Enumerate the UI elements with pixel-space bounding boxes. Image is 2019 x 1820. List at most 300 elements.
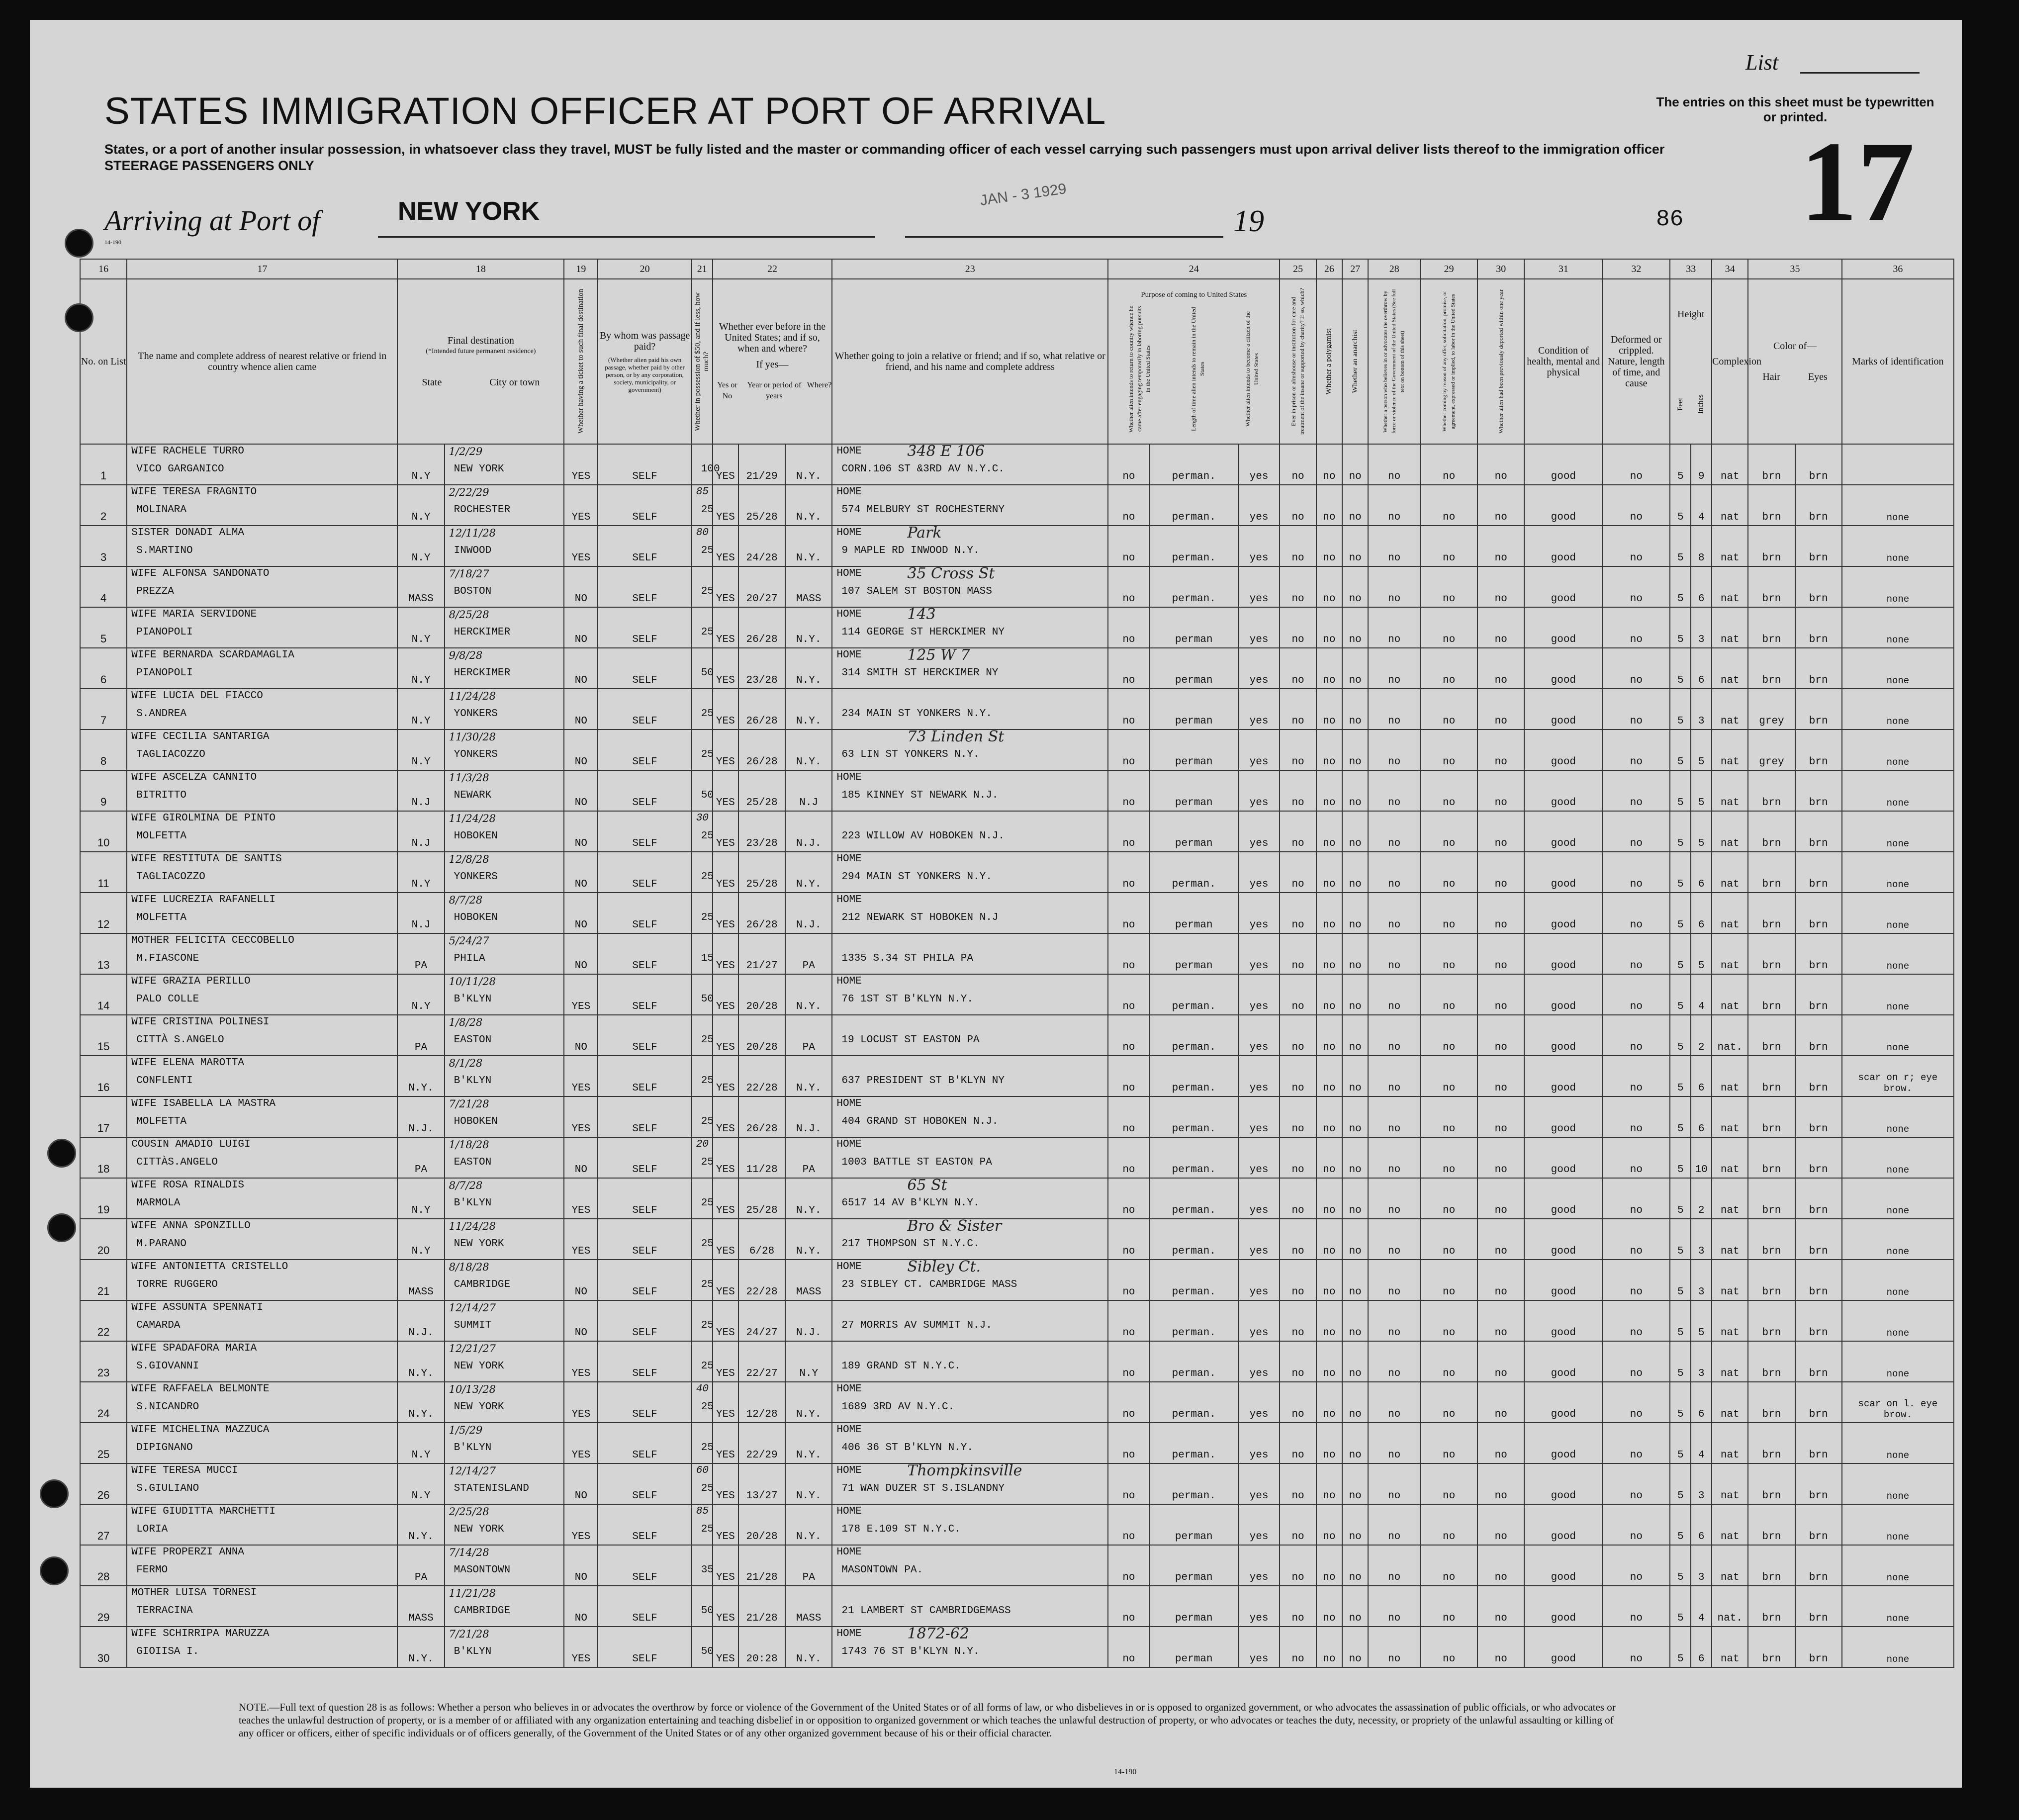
- q29-answer: no: [1420, 933, 1477, 974]
- destination-city-line1: 8/7/28: [449, 894, 483, 906]
- complexion: nat: [1712, 852, 1748, 893]
- purpose-return: no: [1108, 770, 1150, 811]
- purpose-length: perman: [1150, 893, 1238, 933]
- money-amount: [692, 974, 713, 1015]
- join-relative-address-line2: 107 SALEM ST BOSTON MASS: [841, 586, 992, 597]
- money-amount: [692, 648, 713, 689]
- prison-answer: no: [1280, 1137, 1316, 1178]
- height-inches: 9: [1691, 444, 1712, 485]
- complexion: nat: [1712, 607, 1748, 648]
- passage-paid-by: SELF: [598, 811, 691, 852]
- height-inches: 5: [1691, 729, 1712, 770]
- money-amount: [692, 933, 713, 974]
- list-underline: [1800, 72, 1920, 74]
- purpose-citizen: yes: [1238, 1545, 1280, 1586]
- height-feet: 5: [1670, 689, 1691, 729]
- header-polygamist-text: Whether a polygamist: [1325, 328, 1333, 395]
- ticket-status: YES: [564, 1178, 598, 1219]
- relative-name-address-line2: DIPIGNANO: [136, 1442, 193, 1454]
- complexion: nat.: [1712, 1015, 1748, 1056]
- hair-color: brn: [1748, 1056, 1795, 1096]
- column-number: 23: [832, 259, 1108, 279]
- q30-answer: no: [1477, 729, 1524, 770]
- relative-name-address: [127, 1423, 397, 1463]
- health-condition: good: [1524, 1260, 1602, 1300]
- identification-marks: none: [1842, 1300, 1954, 1341]
- identification-marks: [1842, 444, 1954, 485]
- table-row: [80, 893, 1954, 933]
- anarchist-answer: no: [1342, 1463, 1368, 1504]
- before-where: N.J.: [785, 811, 832, 852]
- before-where: N.Y.: [785, 485, 832, 526]
- purpose-length: perman.: [1150, 1300, 1238, 1341]
- join-relative-address-line1: HOME: [836, 649, 862, 661]
- prison-answer: no: [1280, 1260, 1316, 1300]
- header-relative: The name and complete address of nearest relative or friend in country whence alien came: [127, 279, 397, 444]
- height-inches: 3: [1691, 1545, 1712, 1586]
- q30-answer: no: [1477, 1627, 1524, 1667]
- destination-city-line2: BOSTON: [454, 586, 492, 597]
- header-money-text: Whether in possession of $50, and if less, how much?: [693, 292, 710, 431]
- height-feet: 5: [1670, 1219, 1691, 1260]
- destination-city-line1: 11/24/28: [449, 1220, 496, 1232]
- deformed-answer: no: [1602, 1545, 1670, 1586]
- relative-name-address-line2: PALO COLLE: [136, 994, 199, 1005]
- q29-answer: no: [1420, 1178, 1477, 1219]
- q30-answer: no: [1477, 1504, 1524, 1545]
- health-condition: good: [1524, 729, 1602, 770]
- destination-city-line1: 5/24/27: [449, 935, 489, 947]
- complexion: nat: [1712, 1463, 1748, 1504]
- q28-answer: no: [1368, 1382, 1420, 1423]
- destination-city: [445, 1056, 564, 1096]
- header-passage-sub: (Whether alien paid his own passage, whether paid by other person, or by any corporation, society, municipality, or government): [605, 356, 685, 393]
- anarchist-answer: no: [1342, 1219, 1368, 1260]
- relative-name-address: [127, 1178, 397, 1219]
- health-condition: good: [1524, 1300, 1602, 1341]
- relative-name-address-line1: WIFE RAFFAELA BELMONTE: [131, 1383, 270, 1395]
- q29-answer: no: [1420, 729, 1477, 770]
- destination-city-line1: 11/24/28: [449, 813, 496, 824]
- page-title: STATES IMMIGRATION OFFICER AT PORT OF ARRIVAL: [104, 90, 1106, 132]
- destination-city-line2: B'KLYN: [454, 1197, 492, 1209]
- relative-name-address: [127, 607, 397, 648]
- destination-state: PA: [397, 933, 444, 974]
- eye-color: brn: [1795, 526, 1842, 566]
- destination-city-line2: ROCHESTER: [454, 504, 511, 516]
- q28-answer: no: [1368, 1423, 1420, 1463]
- ticket-status: NO: [564, 811, 598, 852]
- column-number: 34: [1712, 259, 1748, 279]
- before-yes-no: YES: [713, 1545, 738, 1586]
- header-color-of: [1748, 279, 1841, 444]
- identification-marks: none: [1842, 1219, 1954, 1260]
- before-year: 13/27: [738, 1463, 785, 1504]
- footnote: NOTE.—Full text of question 28 is as follows: Whether a person who believes in or advocates the overthrow by force or violence of the Government of the United States or of all forms of law, or who disbelieves in or is opposed to organized government, or who advocates the assassination of public officials, or who advocates or teaches the unlawful destruction of property, or is a member of or affiliated with any organization entertaining and teaching disbelief in or opposition to organized government or which teaches the unlawful destruction of property, or who advocates or teaches the duty, necessity, or propriety of the unlawful assaulting or killing of any officer or officers, either of specific individuals or of officers generally, of the Government of the United States or of any other organized government because of his or their official character.: [239, 1701, 1616, 1739]
- header-state: State: [422, 377, 442, 388]
- purpose-citizen: yes: [1238, 526, 1280, 566]
- purpose-length: perman.: [1150, 566, 1238, 607]
- purpose-length: perman: [1150, 1545, 1238, 1586]
- row-number: 24: [80, 1382, 127, 1423]
- money-amount-line2: 25: [701, 627, 714, 638]
- header-q29: [1420, 279, 1477, 444]
- header-passage: [598, 279, 691, 444]
- purpose-length: perman.: [1150, 526, 1238, 566]
- join-relative-address-line2: CORN.106 ST &3RD AV N.Y.C.: [841, 463, 1005, 475]
- ticket-status: NO: [564, 1463, 598, 1504]
- row-number: 22: [80, 1300, 127, 1341]
- money-amount-line1: 40: [696, 1383, 709, 1395]
- height-inches: 6: [1691, 893, 1712, 933]
- header-inches: Inches: [1697, 394, 1705, 414]
- height-inches: 4: [1691, 974, 1712, 1015]
- q28-answer: no: [1368, 1463, 1420, 1504]
- join-relative-address: [832, 1056, 1108, 1096]
- header-instructions: States, or a port of another insular possession, in whatsoever class they travel, MUST be fully listed and the master or commanding officer of each vessel carrying such passengers must upon arrival deliver lists thereof to the immigration officer: [104, 142, 1665, 157]
- ticket-status: NO: [564, 689, 598, 729]
- row-number: 17: [80, 1096, 127, 1137]
- prison-answer: no: [1280, 444, 1316, 485]
- ticket-status: NO: [564, 1545, 598, 1586]
- destination-city-line1: 8/18/28: [449, 1261, 489, 1273]
- money-amount: [692, 893, 713, 933]
- relative-name-address-line1: WIFE SCHIRRIPA MARUZZA: [131, 1628, 270, 1639]
- destination-state: N.Y: [397, 974, 444, 1015]
- q28-answer: no: [1368, 933, 1420, 974]
- destination-state: MASS: [397, 1260, 444, 1300]
- destination-city: [445, 1423, 564, 1463]
- relative-name-address-line2: GIOIISA I.: [136, 1646, 199, 1657]
- header-eyes: Eyes: [1808, 371, 1828, 382]
- destination-state: N.Y: [397, 1423, 444, 1463]
- eye-color: brn: [1795, 566, 1842, 607]
- row-number: 5: [80, 607, 127, 648]
- header-feet: Feet: [1676, 398, 1685, 411]
- destination-city-line2: EASTON: [454, 1157, 492, 1168]
- purpose-length: perman: [1150, 689, 1238, 729]
- q30-answer: no: [1477, 770, 1524, 811]
- identification-marks: none: [1842, 566, 1954, 607]
- row-number: 23: [80, 1341, 127, 1382]
- q29-answer: no: [1420, 607, 1477, 648]
- join-relative-address-line2: 212 NEWARK ST HOBOKEN N.J: [841, 912, 999, 923]
- join-handwritten-note: 125 W 7: [907, 646, 970, 664]
- money-amount: [692, 607, 713, 648]
- before-where: N.J.: [785, 1300, 832, 1341]
- destination-state: N.Y: [397, 526, 444, 566]
- join-relative-address-line2: 223 WILLOW AV HOBOKEN N.J.: [841, 830, 1005, 842]
- identification-marks: none: [1842, 770, 1954, 811]
- hair-color: brn: [1748, 1382, 1795, 1423]
- height-feet: 5: [1670, 1627, 1691, 1667]
- ticket-status: NO: [564, 1137, 598, 1178]
- destination-city: [445, 1341, 564, 1382]
- polygamist-answer: no: [1316, 1096, 1342, 1137]
- join-relative-address-line2: 406 36 ST B'KLYN N.Y.: [841, 1442, 973, 1454]
- header-class: STEERAGE PASSENGERS ONLY: [104, 158, 314, 173]
- destination-city-line1: 11/3/28: [449, 772, 489, 784]
- complexion: nat: [1712, 1300, 1748, 1341]
- height-inches: 6: [1691, 648, 1712, 689]
- deformed-answer: no: [1602, 566, 1670, 607]
- join-relative-address: [832, 1341, 1108, 1382]
- eye-color: brn: [1795, 1545, 1842, 1586]
- join-relative-address: [832, 566, 1108, 607]
- join-relative-address-line1: HOME: [836, 486, 862, 498]
- q29-answer: no: [1420, 1586, 1477, 1627]
- purpose-length: perman: [1150, 1627, 1238, 1667]
- hair-color: brn: [1748, 648, 1795, 689]
- purpose-length: perman.: [1150, 1219, 1238, 1260]
- money-amount: [692, 1015, 713, 1056]
- q30-answer: no: [1477, 1096, 1524, 1137]
- manifest-table: [80, 259, 1954, 1668]
- column-number: 35: [1748, 259, 1841, 279]
- anarchist-answer: no: [1342, 1382, 1368, 1423]
- purpose-return: no: [1108, 1096, 1150, 1137]
- q30-answer: no: [1477, 689, 1524, 729]
- join-relative-address: [832, 893, 1108, 933]
- destination-state: N.Y: [397, 852, 444, 893]
- relative-name-address-line2: CAMARDA: [136, 1320, 181, 1331]
- q29-answer: no: [1420, 1627, 1477, 1667]
- height-inches: 5: [1691, 811, 1712, 852]
- height-inches: 6: [1691, 1504, 1712, 1545]
- q28-answer: no: [1368, 852, 1420, 893]
- purpose-citizen: yes: [1238, 1015, 1280, 1056]
- relative-name-address-line2: S.MARTINO: [136, 545, 193, 556]
- column-number: 25: [1280, 259, 1316, 279]
- join-relative-address: [832, 1504, 1108, 1545]
- polygamist-answer: no: [1316, 485, 1342, 526]
- q29-answer: no: [1420, 1015, 1477, 1056]
- header-before: [713, 279, 832, 444]
- q29-answer: no: [1420, 770, 1477, 811]
- relative-name-address-line1: WIFE ANTONIETTA CRISTELLO: [131, 1261, 288, 1273]
- table-row: [80, 811, 1954, 852]
- deformed-answer: no: [1602, 1341, 1670, 1382]
- deformed-answer: no: [1602, 1586, 1670, 1627]
- eye-color: brn: [1795, 1260, 1842, 1300]
- money-amount: [692, 1423, 713, 1463]
- identification-marks: none: [1842, 607, 1954, 648]
- complexion: nat: [1712, 974, 1748, 1015]
- complexion: nat: [1712, 893, 1748, 933]
- before-yes-no: YES: [713, 852, 738, 893]
- relative-name-address: [127, 933, 397, 974]
- ticket-status: NO: [564, 1300, 598, 1341]
- before-yes-no: YES: [713, 933, 738, 974]
- relative-name-address-line1: WIFE ALFONSA SANDONATO: [131, 568, 270, 579]
- passage-paid-by: SELF: [598, 1300, 691, 1341]
- join-relative-address: [832, 1382, 1108, 1423]
- complexion: nat: [1712, 1423, 1748, 1463]
- q29-answer: no: [1420, 1545, 1477, 1586]
- join-handwritten-note: Bro & Sister: [907, 1217, 1002, 1235]
- polygamist-answer: no: [1316, 933, 1342, 974]
- join-relative-address-line2: 21 LAMBERT ST CAMBRIDGEMASS: [841, 1605, 1011, 1617]
- money-amount: [692, 1300, 713, 1341]
- table-row: [80, 444, 1954, 485]
- before-year: 21/28: [738, 1545, 785, 1586]
- eye-color: brn: [1795, 648, 1842, 689]
- table-row: [80, 607, 1954, 648]
- relative-name-address-line2: MOLFETTA: [136, 912, 187, 923]
- relative-name-address-line2: TORRE RUGGERO: [136, 1279, 218, 1290]
- deformed-answer: no: [1602, 485, 1670, 526]
- money-amount-line2: 25: [701, 1442, 714, 1454]
- purpose-length: perman.: [1150, 1096, 1238, 1137]
- q28-answer: no: [1368, 1015, 1420, 1056]
- height-feet: 5: [1670, 607, 1691, 648]
- destination-state: MASS: [397, 1586, 444, 1627]
- purpose-citizen: yes: [1238, 1178, 1280, 1219]
- relative-name-address-line2: S.ANDREA: [136, 708, 187, 720]
- q30-answer: no: [1477, 1545, 1524, 1586]
- entries-note: The entries on this sheet must be typewritten or printed.: [1656, 94, 1934, 124]
- height-inches: 3: [1691, 1260, 1712, 1300]
- before-where: N.Y.: [785, 1382, 832, 1423]
- port-of-arrival: NEW YORK: [398, 197, 540, 226]
- money-amount-line2: 25: [701, 1401, 714, 1413]
- money-amount-line2: 25: [701, 545, 714, 556]
- purpose-citizen: yes: [1238, 444, 1280, 485]
- money-amount: [692, 1096, 713, 1137]
- money-amount-line2: 25: [701, 1483, 714, 1494]
- polygamist-answer: no: [1316, 1056, 1342, 1096]
- height-inches: 3: [1691, 1341, 1712, 1382]
- hair-color: brn: [1748, 933, 1795, 974]
- q28-answer: no: [1368, 1341, 1420, 1382]
- table-row: [80, 1382, 1954, 1423]
- destination-state: N.J.: [397, 1096, 444, 1137]
- height-inches: 2: [1691, 1015, 1712, 1056]
- height-inches: 6: [1691, 852, 1712, 893]
- header-prison: [1280, 279, 1316, 444]
- table-row: [80, 1096, 1954, 1137]
- destination-city-line1: 1/2/29: [449, 446, 483, 457]
- header-q29-text: Whether coming by reason of any offer, solicitation, promise, or agreement, expressed or implied, to labor in the United States: [1441, 291, 1456, 432]
- row-number: 9: [80, 770, 127, 811]
- eye-color: brn: [1795, 1015, 1842, 1056]
- money-amount-line1: 80: [696, 527, 709, 539]
- polygamist-answer: no: [1316, 974, 1342, 1015]
- purpose-return: no: [1108, 1627, 1150, 1667]
- destination-state: N.Y.: [397, 1627, 444, 1667]
- deformed-answer: no: [1602, 852, 1670, 893]
- money-amount-line2: 50: [701, 1605, 714, 1617]
- relative-name-address-line1: WIFE PROPERZI ANNA: [131, 1547, 245, 1558]
- relative-name-address: [127, 893, 397, 933]
- join-relative-address: [832, 729, 1108, 770]
- money-amount: [692, 1586, 713, 1627]
- q28-answer: no: [1368, 1586, 1420, 1627]
- complexion: nat: [1712, 526, 1748, 566]
- relative-name-address-line2: LORIA: [136, 1524, 168, 1535]
- relative-name-address-line1: COUSIN AMADIO LUIGI: [131, 1139, 251, 1150]
- before-yes-no: YES: [713, 1300, 738, 1341]
- money-amount-line2: 35: [701, 1564, 714, 1576]
- join-handwritten-note: Sibley Ct.: [907, 1258, 981, 1275]
- purpose-return: no: [1108, 811, 1150, 852]
- before-year: 21/29: [738, 444, 785, 485]
- join-relative-address-line1: HOME: [836, 1465, 862, 1476]
- polygamist-answer: no: [1316, 1627, 1342, 1667]
- destination-city-line1: 2/22/29: [449, 486, 489, 498]
- identification-marks: none: [1842, 1586, 1954, 1627]
- eye-color: brn: [1795, 1382, 1842, 1423]
- eye-color: brn: [1795, 852, 1842, 893]
- destination-city: [445, 1178, 564, 1219]
- prison-answer: no: [1280, 852, 1316, 893]
- relative-name-address: [127, 729, 397, 770]
- purpose-return: no: [1108, 526, 1150, 566]
- destination-state: N.Y: [397, 444, 444, 485]
- q29-answer: no: [1420, 852, 1477, 893]
- health-condition: good: [1524, 444, 1602, 485]
- table-row: [80, 1260, 1954, 1300]
- purpose-length: perman: [1150, 648, 1238, 689]
- deformed-answer: no: [1602, 1056, 1670, 1096]
- destination-city-line2: HERCKIMER: [454, 667, 511, 679]
- height-inches: 6: [1691, 1627, 1712, 1667]
- join-relative-address: [832, 1423, 1108, 1463]
- join-relative-address: [832, 1627, 1108, 1667]
- before-yes-no: YES: [713, 444, 738, 485]
- hair-color: brn: [1748, 1178, 1795, 1219]
- purpose-length: perman: [1150, 729, 1238, 770]
- destination-city: [445, 648, 564, 689]
- join-relative-address-line2: 314 SMITH ST HERCKIMER NY: [841, 667, 999, 679]
- passage-paid-by: SELF: [598, 1545, 691, 1586]
- destination-city: [445, 1300, 564, 1341]
- row-number: 4: [80, 566, 127, 607]
- identification-marks: none: [1842, 485, 1954, 526]
- join-handwritten-note: Thompkinsville: [907, 1462, 1022, 1479]
- q29-answer: no: [1420, 485, 1477, 526]
- header-purpose-b: Length of time alien intends to remain in the United States: [1190, 307, 1206, 431]
- destination-city: [445, 1627, 564, 1667]
- money-amount: [692, 1627, 713, 1667]
- polygamist-answer: no: [1316, 1219, 1342, 1260]
- eye-color: brn: [1795, 974, 1842, 1015]
- before-where: N.Y.: [785, 1178, 832, 1219]
- before-year: 26/28: [738, 1096, 785, 1137]
- health-condition: good: [1524, 974, 1602, 1015]
- before-yes-no: YES: [713, 1423, 738, 1463]
- height-feet: 5: [1670, 444, 1691, 485]
- complexion: nat: [1712, 1056, 1748, 1096]
- destination-city-line1: 8/7/28: [449, 1180, 483, 1191]
- ticket-status: NO: [564, 933, 598, 974]
- relative-name-address-line2: M.FIASCONE: [136, 953, 199, 964]
- health-condition: good: [1524, 689, 1602, 729]
- q30-answer: no: [1477, 485, 1524, 526]
- identification-marks: none: [1842, 1504, 1954, 1545]
- relative-name-address: [127, 1545, 397, 1586]
- destination-city-line1: 7/14/28: [449, 1547, 489, 1558]
- q28-answer: no: [1368, 607, 1420, 648]
- money-amount-line2: 25: [701, 708, 714, 720]
- list-label: List: [1745, 50, 1779, 75]
- money-amount: [692, 1219, 713, 1260]
- destination-city-line2: B'KLYN: [454, 1075, 492, 1087]
- height-feet: 5: [1670, 1300, 1691, 1341]
- table-row: [80, 566, 1954, 607]
- purpose-citizen: yes: [1238, 1423, 1280, 1463]
- purpose-return: no: [1108, 974, 1150, 1015]
